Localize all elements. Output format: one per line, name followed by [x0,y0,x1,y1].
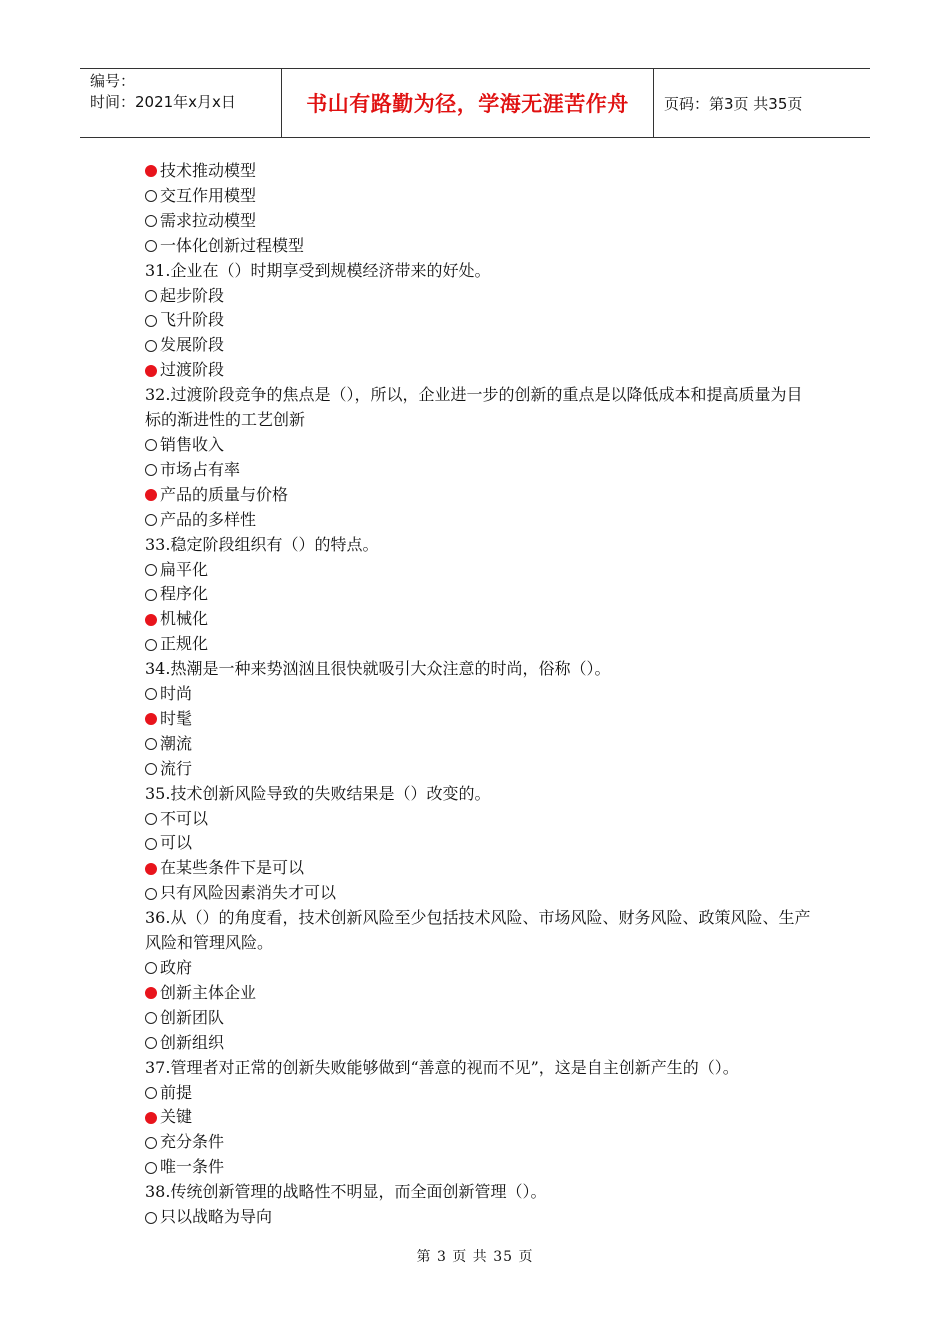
option-label: 创新组织 [160,1032,225,1052]
answer-option [145,732,815,757]
option-label: 只以战略为导向 [160,1207,273,1227]
answer-option [145,1081,815,1106]
option-label: 过渡阶段 [160,360,225,380]
answer-option-selected [145,159,815,184]
document-number-label: 编号： [90,72,136,90]
option-label: 时髦 [160,708,193,728]
answer-option [145,1006,815,1031]
question-text: 35.技术创新风险导致的失败结果是（）改变的。 [145,783,491,803]
answer-option [145,458,815,483]
empty-circle-icon [145,1137,157,1149]
option-label: 时尚 [160,684,193,704]
answer-option [145,1205,815,1230]
answer-option-selected [145,1105,815,1130]
option-label: 潮流 [160,733,193,753]
option-label: 只有风险因素消失才可以 [160,883,337,903]
answer-option [145,757,815,782]
empty-circle-icon [145,763,157,775]
answer-option [145,632,815,657]
empty-circle-icon [145,315,157,327]
answer-option [145,881,815,906]
filled-circle-icon [145,987,157,999]
option-label: 在某些条件下是可以 [160,858,305,878]
empty-circle-icon [145,464,157,476]
answer-option [145,956,815,981]
empty-circle-icon [145,1037,157,1049]
filled-circle-icon [145,165,157,177]
option-label: 充分条件 [160,1132,225,1152]
answer-option [145,184,815,209]
empty-circle-icon [145,215,157,227]
empty-circle-icon [145,190,157,202]
answer-option [145,308,815,333]
filled-circle-icon [145,365,157,377]
option-label: 飞升阶段 [160,310,225,330]
empty-circle-icon [145,688,157,700]
header-meta [80,69,282,137]
header-motto: 书山有路勤为径，学海无涯苦作舟 [282,69,654,137]
answer-option [145,582,815,607]
header-page-info: 页码：第3页 共35页 [664,94,803,113]
filled-circle-icon [145,614,157,626]
empty-circle-icon [145,962,157,974]
empty-circle-icon [145,738,157,750]
empty-circle-icon [145,514,157,526]
question-text: 31.企业在（）时期享受到规模经济带来的好处。 [145,260,491,280]
answer-option [145,234,815,259]
option-label: 政府 [160,958,193,977]
empty-circle-icon [145,564,157,576]
page-header [80,68,870,138]
empty-circle-icon [145,290,157,302]
question-text: 37.管理者对正常的创新失败能够做到“善意的视而不见”，这是自主创新产生的（）。 [145,1057,739,1077]
option-label: 关键 [160,1107,193,1127]
answer-option [145,558,815,583]
empty-circle-icon [145,589,157,601]
empty-circle-icon [145,813,157,825]
empty-circle-icon [145,639,157,651]
empty-circle-icon [145,888,157,900]
filled-circle-icon [145,1112,157,1124]
empty-circle-icon [145,439,157,451]
option-label: 程序化 [160,584,209,604]
page-footer: 第 3 页 共 35 页 [416,1249,534,1265]
empty-circle-icon [145,1087,157,1099]
answer-option-selected [145,358,815,383]
question-text: 36.从（）的角度看，技术创新风险至少包括技术风险、市场风险、财务风险、政策风险、生产风险和管理风险。 [145,908,811,953]
answer-option [145,209,815,234]
question-text: 32.过渡阶段竞争的焦点是（），所以，企业进一步的创新的重点是以降低成本和提高质量为目标的渐进性的工艺创新 [145,385,803,430]
answer-option [145,508,815,533]
option-label: 一体化创新过程模型 [160,235,305,255]
option-label: 扁平化 [160,559,209,579]
empty-circle-icon [145,1012,157,1024]
question-text: 38.传统创新管理的战略性不明显，而全面创新管理（）。 [145,1182,547,1202]
answer-option-selected [145,607,815,632]
answer-option [145,1155,815,1180]
question-text: 33.稳定阶段组织有（）的特点。 [145,534,379,554]
option-label: 交互作用模型 [160,185,257,205]
answer-option-selected [145,981,815,1006]
option-label: 创新主体企业 [160,982,257,1002]
option-label: 发展阶段 [160,335,225,355]
answer-option-selected [145,483,815,508]
question-text: 34.热潮是一种来势汹汹且很快就吸引大众注意的时尚，俗称（）。 [145,659,611,679]
answer-option [145,807,815,832]
answer-option [145,831,815,856]
answer-option [145,333,815,358]
empty-circle-icon [145,240,157,252]
document-time-label: 时间：2021年x月x日 [90,93,236,111]
option-label: 不可以 [160,808,209,828]
option-label: 销售收入 [160,434,225,454]
option-label: 产品的质量与价格 [160,484,289,504]
option-label: 创新团队 [160,1007,225,1027]
empty-circle-icon [145,1162,157,1174]
option-label: 正规化 [160,634,209,654]
answer-option-selected [145,707,815,732]
answer-option-selected [145,856,815,881]
answer-option [145,433,815,458]
answer-option [145,284,815,309]
option-label: 市场占有率 [160,459,241,479]
option-label: 可以 [160,833,193,853]
question-list [145,159,815,1230]
filled-circle-icon [145,713,157,725]
filled-circle-icon [145,489,157,501]
option-label: 前提 [160,1082,193,1102]
option-label: 需求拉动模型 [160,210,257,230]
empty-circle-icon [145,1212,157,1224]
empty-circle-icon [145,838,157,850]
answer-option [145,1031,815,1056]
option-label: 唯一条件 [160,1157,225,1177]
answer-option [145,1130,815,1155]
option-label: 技术推动模型 [160,161,257,180]
option-label: 机械化 [160,609,209,629]
option-label: 流行 [160,758,193,778]
filled-circle-icon [145,863,157,875]
option-label: 产品的多样性 [160,509,257,529]
empty-circle-icon [145,340,157,352]
answer-option [145,682,815,707]
option-label: 起步阶段 [160,285,225,305]
